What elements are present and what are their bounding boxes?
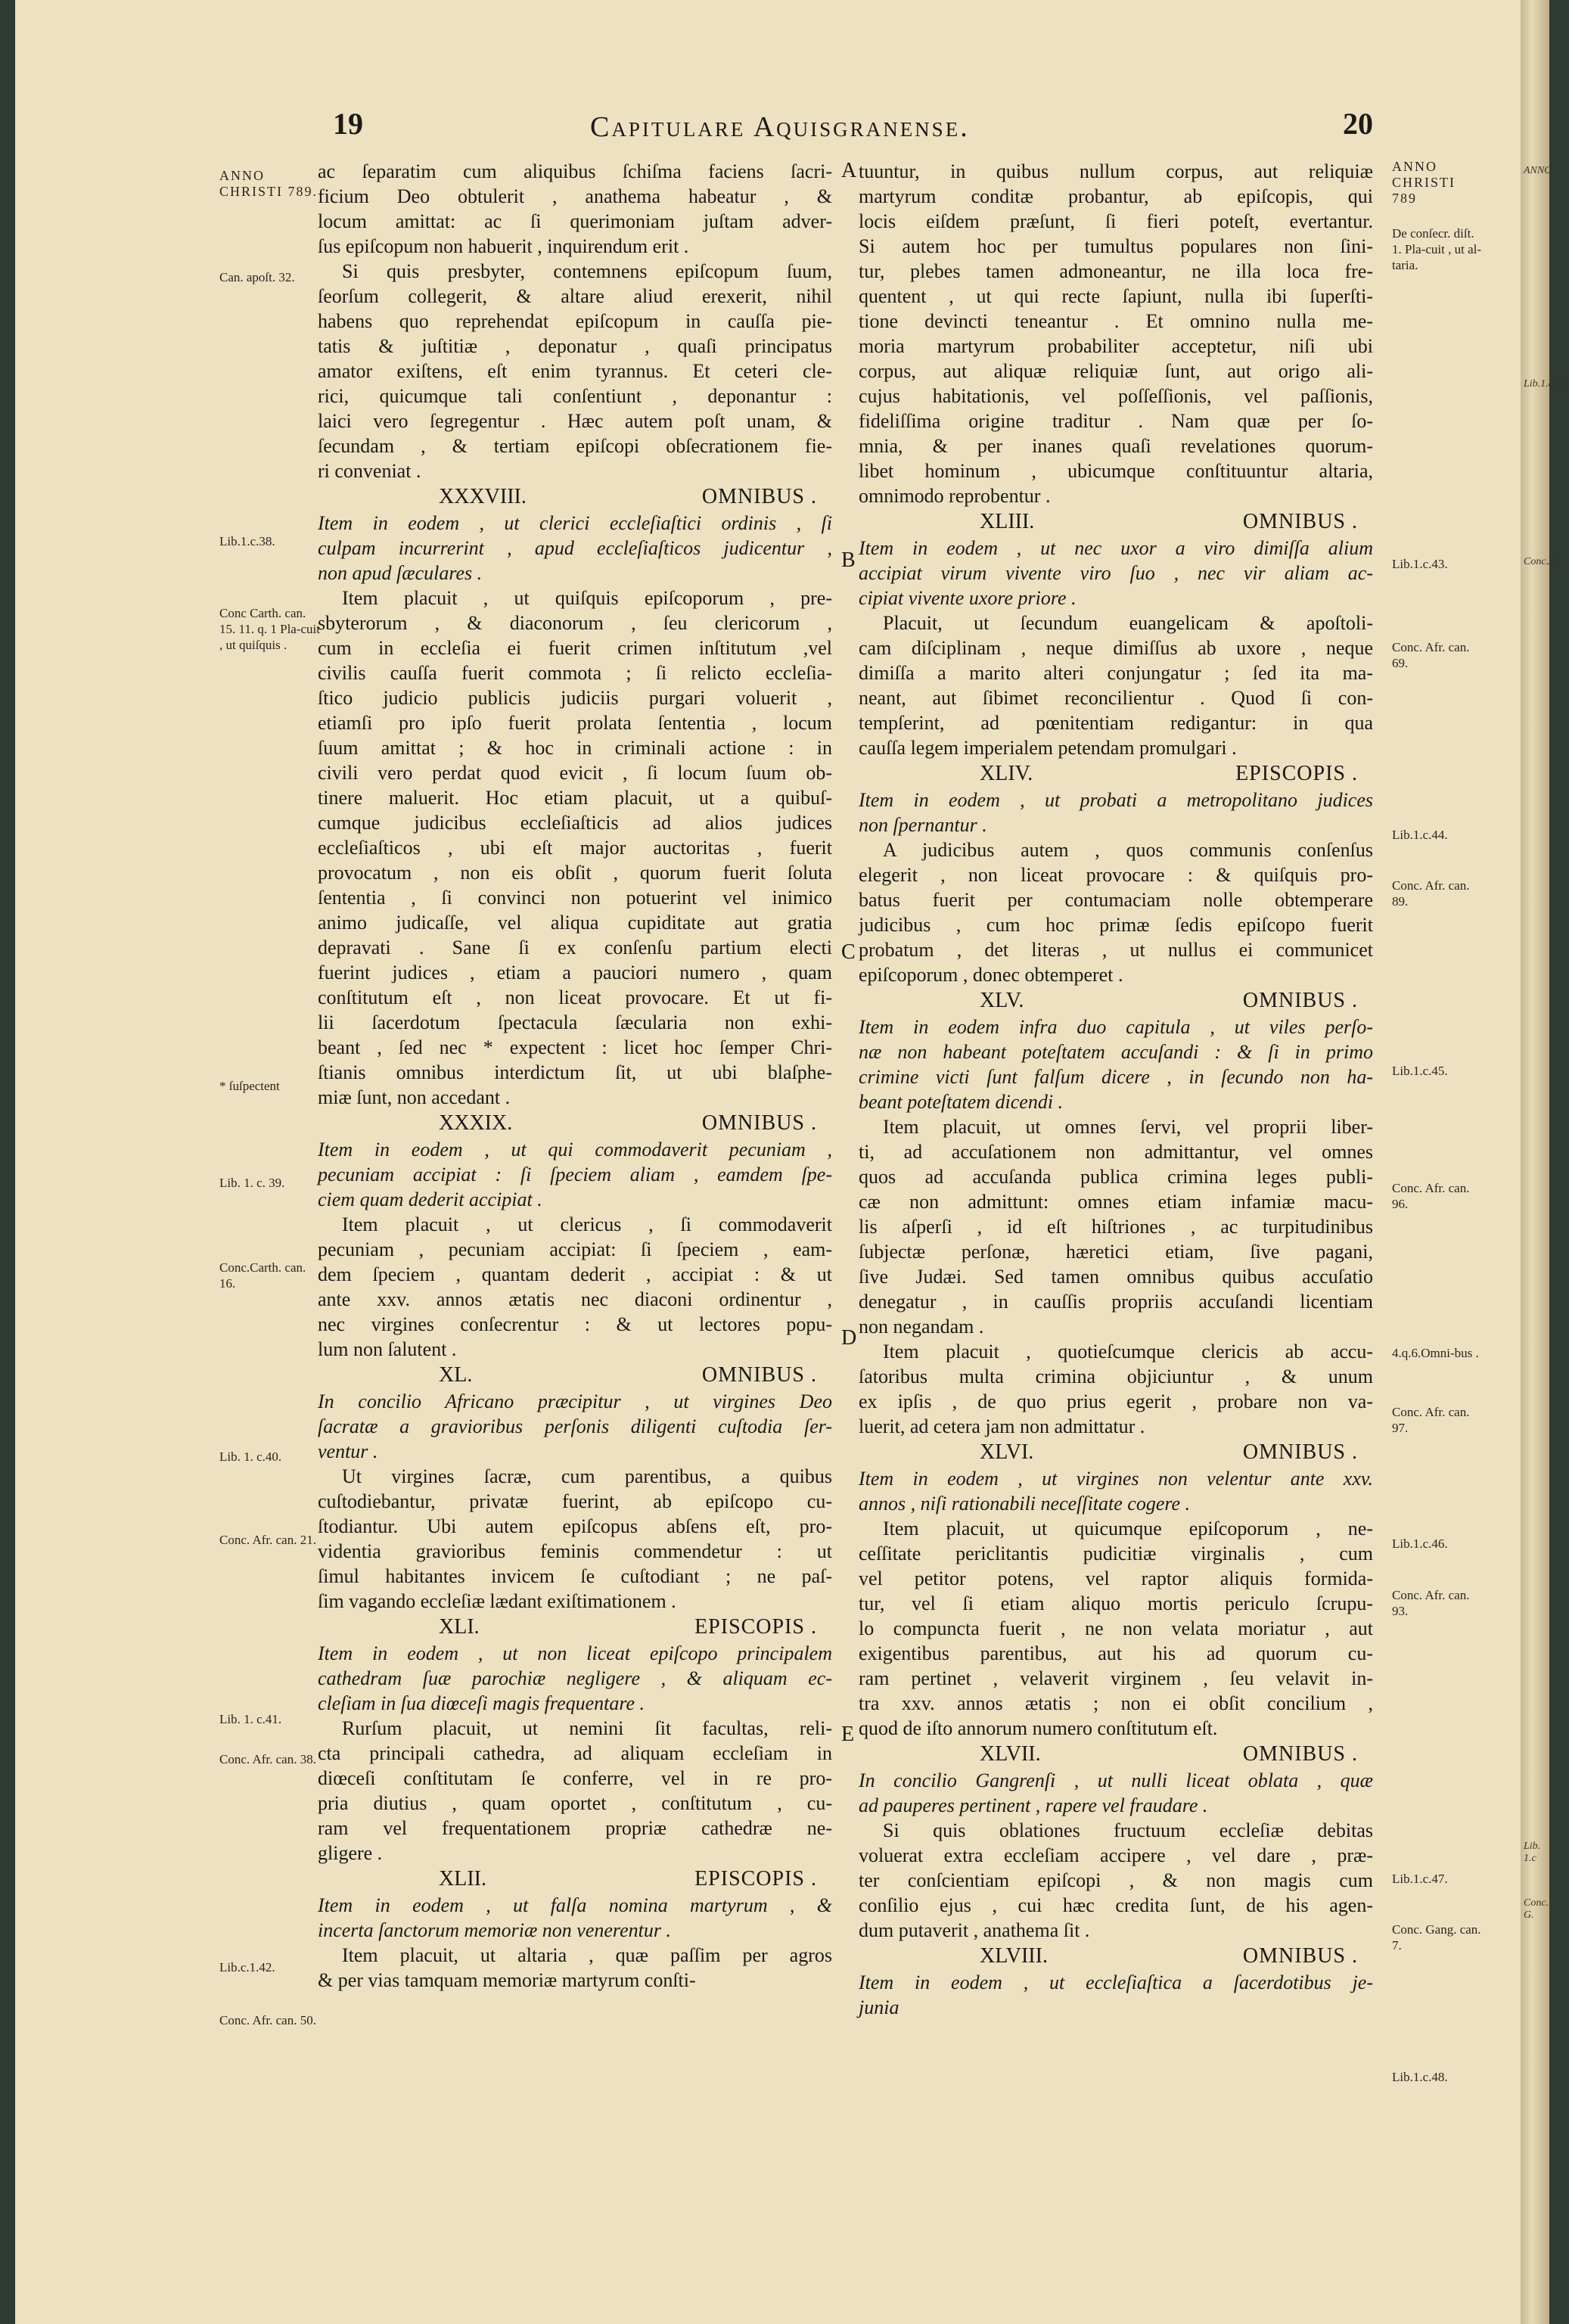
chapter-summary-line: junia: [859, 1996, 899, 2018]
text-line: cum in eccleſia ei fuerit crimen inſtitutum ,vel: [318, 637, 832, 659]
text-line: tatis & juſtitiæ , deponatur , quaſi principatus: [318, 335, 832, 357]
section-letter: C: [841, 940, 856, 964]
chapter-audience: OMNIBUS .: [701, 485, 817, 508]
chapter-number: XLIV.: [980, 762, 1033, 785]
chapter-summary-line: incerta ſanctorum memoriæ non venerentur .: [318, 1919, 671, 1941]
text-line: martyrum conditæ probantur, ab epiſcopis, qui: [859, 185, 1373, 207]
margin-reference: 4.q.6.Omni-bus .: [1392, 1346, 1479, 1360]
text-line: depravati . Sane ſi ex conſenſu partium electi: [318, 937, 832, 958]
chapter-summary-line: annos , niſi rationabili neceſſitate cogere .: [859, 1493, 1191, 1515]
running-title: Capitulare Aquisgranense.: [590, 111, 970, 143]
text-line: non negandam .: [859, 1316, 984, 1338]
text-line: A judicibus autem , quos communis conſenſus: [883, 839, 1373, 861]
section-letter: B: [841, 548, 856, 572]
text-line: Si quis oblationes fructuum eccleſiæ debitas: [883, 1819, 1373, 1841]
text-line: ſive Judæi. Sed tamen omnibus quibus accuſatio: [859, 1266, 1373, 1288]
facing-page-fragment: Lib. 1.c: [1524, 1841, 1541, 1864]
margin-reference: Can. apoſt. 32.: [219, 270, 295, 284]
section-letter: A: [841, 159, 857, 182]
text-line: probatum , det literas , ut nullus ei communicet: [859, 939, 1373, 961]
margin-reference: Conc.Carth. can. 16.: [219, 1260, 306, 1291]
text-line: Item placuit , ut quiſquis epiſcoporum , pre-: [342, 587, 832, 609]
text-line: epiſcoporum , donec obtemperet .: [859, 964, 1123, 986]
text-line: nec virgines conſecrentur : & ut lectores popu-: [318, 1313, 832, 1335]
text-line: ri conveniat .: [318, 460, 421, 482]
text-line: sbyterorum , & diaconorum , ſeu clericorum ,: [318, 612, 832, 634]
text-line: animo judicaſſe, vel aliqua cupiditate aut gratia: [318, 912, 832, 934]
text-line: lii ſacerdotum ſpectacula ſæcularia non exhi-: [318, 1011, 832, 1033]
margin-reference: Conc. Afr. can. 69.: [1392, 640, 1470, 670]
text-line: ante xxv. annos ætatis nec diaconi ordinentur ,: [318, 1288, 832, 1310]
text-line: gligere .: [318, 1842, 383, 1864]
margin-reference: Conc. Gang. can. 7.: [1392, 1922, 1481, 1953]
chapter-summary-line: cipiat vivente uxore priore .: [859, 587, 1077, 609]
chapter-summary-line: pecuniam accipiat : ſi ſpeciem aliam , eamdem ſpe-: [318, 1164, 832, 1185]
chapter-summary-line: cleſiam in ſua diœceſi magis frequentare .: [318, 1692, 645, 1714]
facing-page-fragment: Conc. G.: [1524, 1897, 1549, 1921]
chapter-audience: EPISCOPIS .: [694, 1615, 817, 1639]
text-line: miæ ſunt, non accedant .: [318, 1086, 511, 1108]
chapter-audience: OMNIBUS .: [1242, 1742, 1358, 1766]
chapter-heading: [318, 1614, 832, 1641]
text-line: fuerint judices , etiam a pauciori numero , quam: [318, 962, 832, 983]
chapter-number: XLI.: [439, 1615, 480, 1639]
text-line: moria martyrum probabiliter acceptetur, niſi ubi: [859, 335, 1373, 357]
text-line: cæ non admittunt: omnes etiam infamiæ macu-: [859, 1191, 1373, 1213]
chapter-number: XXXVIII.: [439, 485, 527, 508]
text-line: etiamſi pro ipſo fuerit prolata ſententia , locum: [318, 712, 832, 734]
text-line: conſtitutum eſt , non liceat provocare. Et ut fi-: [318, 986, 832, 1008]
facing-page-fragment: Conc.Afr.: [1524, 556, 1564, 567]
chapter-summary-line: culpam incurrerint , apud eccleſiaſticos judicentur ,: [318, 537, 832, 559]
text-line: Rurſum placuit, ut nemini ſit facultas, reli-: [342, 1717, 832, 1739]
chapter-heading: [859, 508, 1373, 536]
anno-christi-note: ANNO CHRISTI 789: [1392, 159, 1456, 206]
text-line: ti, ad accuſationem non admittantur, vel omnes: [859, 1141, 1373, 1163]
chapter-summary-line: In concilio Africano præcipitur , ut virgines Deo: [318, 1390, 832, 1412]
chapter-summary-line: Item in eodem , ut clerici eccleſiaſtici ordinis , ſi: [318, 512, 832, 534]
chapter-audience: EPISCOPIS .: [694, 1867, 817, 1891]
chapter-summary-line: Item in eodem infra duo capitula , ut viles perſo-: [859, 1016, 1373, 1038]
text-line: denegatur , in cauſſis propriis accuſandi licentiam: [859, 1291, 1373, 1313]
text-line: dem ſpeciem , quantam dederit , accipiat : & ut: [318, 1263, 832, 1285]
text-line: Ut virgines ſacræ, cum parentibus, a quibus: [342, 1465, 832, 1487]
margin-reference: Conc. Afr. can. 21.: [219, 1533, 316, 1547]
text-line: cam diſciplinam , neque dimiſſus ab uxore , neque: [859, 637, 1373, 659]
text-line: Item placuit, ut altaria , quæ paſſim per agros: [342, 1944, 832, 1966]
chapter-number: XLV.: [980, 989, 1024, 1012]
facing-page-fragment: Lib.1.c.43.: [1524, 378, 1569, 390]
chapter-summary-line: Item in eodem , ut probati a metropolitano judices: [859, 789, 1373, 811]
text-line: laici vero ſegregentur . Hæc autem poſt unam, &: [318, 410, 832, 432]
text-line: amator exiſtens, eſt enim tyrannus. Et ceteri cle-: [318, 360, 832, 382]
document-page: [15, 0, 1521, 2324]
text-line: tur, plebes tamen admoneantur, ne illa loca fre-: [859, 260, 1373, 282]
chapter-summary-line: crimine victi ſunt falſum dicere , in ſecundo non ha-: [859, 1066, 1373, 1088]
chapter-summary-line: In concilio Gangrenſi , ut nulli liceat oblata , quæ: [859, 1769, 1373, 1791]
margin-reference: Lib. 1. c.41.: [219, 1712, 282, 1726]
chapter-number: XLVIII.: [980, 1944, 1048, 1968]
chapter-audience: OMNIBUS .: [1242, 1440, 1358, 1464]
section-letter: E: [841, 1723, 855, 1746]
text-line: quos ad accuſanda publica crimina leges publi-: [859, 1166, 1373, 1188]
chapter-number: XL.: [439, 1363, 473, 1387]
text-line: vel petitor potens, vel raptor aliquis formida-: [859, 1567, 1373, 1589]
text-line: lis aſperſi , id eſt hiſtriones , ac turpitudinibus: [859, 1216, 1373, 1238]
text-line: ex ipſis , de quo prius egerit , probare non va-: [859, 1390, 1373, 1412]
text-line: habens quo reprehendat epiſcopum in cauſſa pie-: [318, 310, 832, 332]
chapter-heading: [318, 1110, 832, 1137]
text-line: cta principali cathedra, ad aliquam eccleſiam in: [318, 1742, 832, 1764]
text-line: tur, vel ſi etiam aliquo mortis periculo ſcrupu-: [859, 1592, 1373, 1614]
text-line: conſilio ejus , cui hæc credita ſunt, de his agen-: [859, 1894, 1373, 1916]
text-line: tinere maluerit. Hoc etiam placuit, ut a quibuſ-: [318, 787, 832, 809]
text-line: ſeorſum collegerit, & altare aliud erexerit, nihil: [318, 285, 832, 307]
text-line: omnimodo reprobentur .: [859, 485, 1051, 507]
chapter-summary-line: ſacratæ a gravioribus perſonis diligenti cuſtodia ſer-: [318, 1415, 832, 1437]
chapter-heading: [859, 760, 1373, 788]
chapter-summary-line: Item in eodem , ut qui commodaverit pecuniam ,: [318, 1139, 832, 1160]
facing-page-edge: [1521, 0, 1569, 2324]
page-number-right: 20: [1343, 107, 1373, 141]
text-line: ſim vagando eccleſiæ lædant exiſtimationem .: [318, 1590, 676, 1612]
text-line: civilis cauſſa fuerit commota ; ſi relicto eccleſia-: [318, 662, 832, 684]
text-line: videntia gravioribus feminis commendetur : ut: [318, 1540, 832, 1562]
margin-reference: Conc. Afr. can. 96.: [1392, 1181, 1470, 1211]
text-line: cujus habitationis, vel poſſeſſionis, vel paſſionis,: [859, 385, 1373, 407]
text-line: ſubjectæ perſonæ, hæretici etiam, ſive pagani,: [859, 1241, 1373, 1263]
chapter-summary-line: ciem quam dederit accipiat .: [318, 1188, 542, 1210]
text-line: ram vel frequentationem propriæ cathedræ ne-: [318, 1817, 832, 1839]
margin-reference: De conſecr. diſt. 1. Pla-cuit , ut al-taria.: [1392, 226, 1482, 272]
text-line: ac ſeparatim cum aliquibus ſchiſma faciens ſacri-: [318, 160, 832, 182]
page-number-left: 19: [333, 107, 363, 141]
margin-reference: Lib.c.1.42.: [219, 1960, 275, 1974]
text-line: ſtianis omnibus interdictum ſit, ut ubi blaſphe-: [318, 1061, 832, 1083]
chapter-heading: [859, 987, 1373, 1014]
margin-reference: Lib.1.c.38.: [219, 534, 275, 548]
text-line: mnia, & per inanes quaſi revelationes quorum-: [859, 435, 1373, 457]
chapter-heading: [859, 1439, 1373, 1466]
chapter-number: XLIII.: [980, 510, 1035, 533]
chapter-summary-line: non apud ſæculares .: [318, 562, 483, 584]
text-line: locis eiſdem præſunt, ſi fieri poteſt, evertantur.: [859, 210, 1373, 232]
text-line: tuuntur, in quibus nullum corpus, aut reliquiæ: [859, 160, 1373, 182]
margin-reference: Conc. Afr. can. 38.: [219, 1752, 316, 1766]
text-line: neant, aut ſibimet reconcilientur . Quod ſi con-: [859, 687, 1373, 709]
text-line: quod de iſto annorum numero conſtitutum eſt.: [859, 1717, 1218, 1739]
chapter-summary-line: Item in eodem , ut nec uxor a viro dimiſſa alium: [859, 537, 1373, 559]
text-line: fideliſſima origine traditur . Nam quæ per ſo-: [859, 410, 1373, 432]
text-line: cauſſa legem imperialem petendam promulgari .: [859, 737, 1237, 759]
chapter-heading: [859, 1741, 1373, 1768]
text-line: ter conſcientiam epiſcopi , & non magis cum: [859, 1869, 1373, 1891]
margin-reference: Conc Carth. can. 15. 11. q. 1 Pla-cuit , ut quiſquis .: [219, 606, 320, 652]
text-line: locum amittat: ac ſi querimoniam juſtam adver-: [318, 210, 832, 232]
text-line: voluerat extra eccleſiam accipere , vel dare , præ-: [859, 1844, 1373, 1866]
text-line: judicibus , cum hoc primæ ſedis epiſcopo fuerit: [859, 914, 1373, 936]
right-text-column: [859, 159, 1373, 2020]
margin-reference: Conc. Afr. can. 93.: [1392, 1588, 1470, 1618]
chapter-heading: [318, 483, 832, 511]
chapter-summary-line: næ non habeant poteſtatem accuſandi : & ſi in primo: [859, 1041, 1373, 1063]
chapter-audience: OMNIBUS .: [701, 1363, 817, 1387]
text-line: libet hominum , ubicumque conſtituuntur altaria,: [859, 460, 1373, 482]
margin-reference: Lib.1.c.48.: [1392, 2070, 1448, 2084]
text-line: ſtico judicio publicis judiciis purgari voluerit ,: [318, 687, 832, 709]
text-line: exigentibus parentibus, aut his ad quorum cu-: [859, 1642, 1373, 1664]
chapter-summary-line: Item in eodem , ut virgines non velentur ante xxv.: [859, 1468, 1373, 1490]
margin-reference: * ſuſpectent: [219, 1079, 280, 1093]
text-line: ſus epiſcopum non habuerit , inquirendum erit .: [318, 235, 689, 257]
text-line: ficium Deo obtulerit , anathema habeatur , &: [318, 185, 832, 207]
text-line: ſententia , ſi convinci non potuerint vel inimico: [318, 887, 832, 909]
facing-page-fragment: ANNO: [1524, 165, 1552, 176]
chapter-summary-line: non ſpernantur .: [859, 814, 987, 836]
chapter-audience: OMNIBUS .: [1242, 1944, 1358, 1968]
chapter-summary-line: beant poteſtatem dicendi .: [859, 1091, 1064, 1113]
margin-reference: Conc. Afr. can. 50.: [219, 2013, 316, 2027]
chapter-audience: OMNIBUS .: [1242, 510, 1358, 533]
margin-reference: Lib.1.c.45.: [1392, 1064, 1448, 1078]
text-line: ceſſitate periclitantis pudicitiæ virginalis , cum: [859, 1543, 1373, 1564]
margin-reference: Lib. 1. c.40.: [219, 1449, 282, 1464]
text-line: lum non ſalutent .: [318, 1338, 457, 1360]
chapter-audience: EPISCOPIS .: [1235, 762, 1358, 785]
text-line: Item placuit , ut clericus , ſi commodaverit: [342, 1213, 832, 1235]
chapter-audience: OMNIBUS .: [701, 1111, 817, 1135]
text-line: cumque judicibus eccleſiaſticis ad alios judices: [318, 812, 832, 834]
chapter-number: XXXIX.: [439, 1111, 513, 1135]
margin-reference: Lib.1.c.44.: [1392, 828, 1448, 842]
running-header: [15, 106, 1521, 151]
text-line: ſimul habitantes invicem ſe cuſtodiant ; ne paſ-: [318, 1565, 832, 1587]
text-line: civili vero perdat quod evicit , ſi locum ſuum ob-: [318, 762, 832, 784]
chapter-heading: [859, 1943, 1373, 1970]
chapter-summary-line: cathedram ſuæ parochiæ negligere , & aliquam ec-: [318, 1667, 832, 1689]
text-line: tione devincti teneantur . Et omnino nulla me-: [859, 310, 1373, 332]
margin-reference: Lib.1.c.46.: [1392, 1536, 1448, 1551]
text-line: Item placuit, ut quicumque epiſcoporum , ne-: [883, 1518, 1373, 1539]
chapter-summary-line: ad pauperes pertinent , rapere vel fraudare .: [859, 1794, 1208, 1816]
section-letter: D: [841, 1326, 857, 1350]
chapter-summary-line: ventur .: [318, 1440, 378, 1462]
chapter-number: XLII.: [439, 1867, 486, 1891]
text-line: ſuum amittat ; & hoc in criminali actione : in: [318, 737, 832, 759]
chapter-summary-line: Item in eodem , ut non liceat epiſcopo principalem: [318, 1642, 832, 1664]
text-line: batus fuerit per contumaciam nolle obtemperare: [859, 889, 1373, 911]
text-line: beant , ſed nec * expectent : licet hoc ſemper Chri-: [318, 1036, 832, 1058]
margin-reference: Lib. 1. c. 39.: [219, 1176, 285, 1190]
text-line: ſtodiantur. Ubi autem epiſcopus abſens eſt, pro-: [318, 1515, 832, 1537]
chapter-audience: OMNIBUS .: [1242, 989, 1358, 1012]
margin-reference: Lib.1.c.43.: [1392, 557, 1448, 571]
text-line: tra xxv. annos ætatis ; non ei obſit concilium ,: [859, 1692, 1373, 1714]
text-line: pecuniam , pecuniam accipiat: ſi ſpeciem , eam-: [318, 1238, 832, 1260]
text-line: Placuit, ut ſecundum euangelicam & apoſtoli-: [883, 612, 1373, 634]
margin-reference: Lib.1.c.47.: [1392, 1872, 1448, 1886]
text-line: diœceſi conſtitutam ſe conferre, vel in re pro-: [318, 1767, 832, 1789]
chapter-heading: [318, 1866, 832, 1893]
text-line: ſecundam , & tertiam epiſcopi obſecrationem fie-: [318, 435, 832, 457]
text-line: ram pertinet , velaverit virginem , ſeu velavit in-: [859, 1667, 1373, 1689]
text-line: ſatoribus multa crimina objiciuntur , & unum: [859, 1366, 1373, 1387]
text-line: cuſtodiebantur, privatæ fuerint, ab epiſcopo cu-: [318, 1490, 832, 1512]
text-line: luerit, ad cetera jam non admittatur .: [859, 1415, 1145, 1437]
text-line: Si quis presbyter, contemnens epiſcopum ſuum,: [342, 260, 832, 282]
text-line: Si autem hoc per tumultus populares non ſini-: [859, 235, 1373, 257]
margin-reference: Conc. Afr. can. 89.: [1392, 878, 1470, 909]
text-line: rici, quicumque tali conſentiunt , deponantur :: [318, 385, 832, 407]
anno-christi-note: ANNO CHRISTI 789.: [219, 168, 318, 199]
text-line: dum putaverit , anathema ſit .: [859, 1919, 1090, 1941]
chapter-heading: [318, 1362, 832, 1389]
text-line: & per vias tamquam memoriæ martyrum conſti-: [318, 1969, 696, 1991]
chapter-number: XLVI.: [980, 1440, 1034, 1464]
text-line: eccleſiaſticos , ubi eſt major auctoritas , fuerit: [318, 837, 832, 859]
text-line: Item placuit , quotieſcumque clericis ab accu-: [883, 1341, 1373, 1362]
text-line: Item placuit, ut omnes ſervi, vel proprii liber-: [883, 1116, 1373, 1138]
text-line: pria diutius , quam oportet , conſtitutum , cu-: [318, 1792, 832, 1814]
text-line: elegerit , non liceat provocare : & quiſquis pro-: [859, 864, 1373, 886]
text-line: corpus, aut aliquæ reliquiæ ſunt, aut origo ali-: [859, 360, 1373, 382]
text-line: lo compuncta fuerit , ne non velata moriatur , aut: [859, 1617, 1373, 1639]
left-text-column: [318, 159, 832, 1993]
text-line: dimiſſa a marito alteri conjungatur ; ſed ita ma-: [859, 662, 1373, 684]
chapter-number: XLVII.: [980, 1742, 1041, 1766]
text-line: tempſerint, ad pœnitentiam redigantur: in qua: [859, 712, 1373, 734]
margin-reference: Conc. Afr. can. 97.: [1392, 1405, 1470, 1435]
chapter-summary-line: accipiat virum vivente viro ſuo , nec vir aliam ac-: [859, 562, 1373, 584]
chapter-summary-line: Item in eodem , ut falſa nomina martyrum , &: [318, 1894, 832, 1916]
chapter-summary-line: Item in eodem , ut eccleſiaſtica a ſacerdotibus je-: [859, 1971, 1373, 1993]
text-line: quentent , ut qui recte ſapiunt, nulla ibi ſuperſti-: [859, 285, 1373, 307]
text-line: provocatum , non eis obſit , quorum fuerit ſoluta: [318, 862, 832, 884]
